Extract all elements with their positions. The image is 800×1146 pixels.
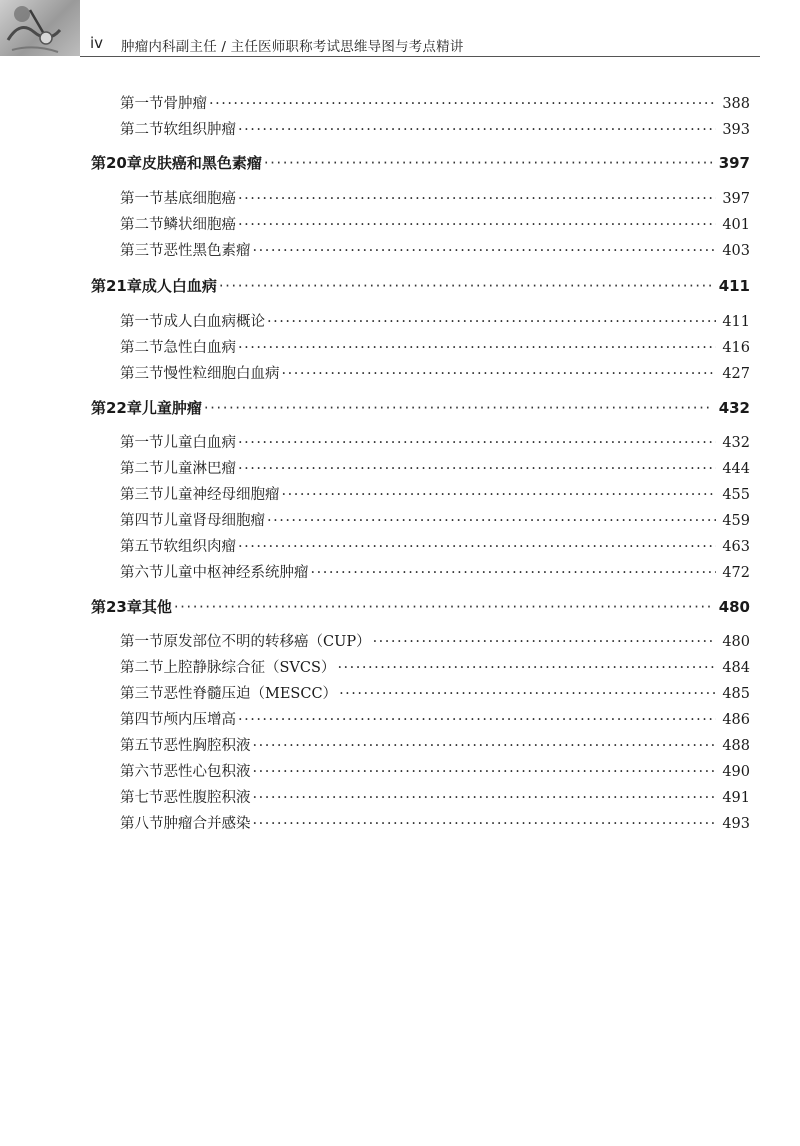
toc-section-row [120, 786, 750, 810]
dot-leader [174, 598, 713, 616]
section-title: 软组织肉瘤 [163, 539, 236, 555]
section-number: 第二节 [120, 461, 164, 477]
toc-chapter-row [91, 397, 750, 421]
page-reference: 397 [718, 154, 750, 172]
dot-leader [238, 122, 716, 138]
toc-chapter-row [91, 275, 750, 299]
section-number: 第一节 [120, 435, 164, 451]
section-title: 儿童肾母细胞瘤 [163, 513, 265, 529]
chapter-number: 第23章 [91, 598, 142, 616]
page-reference: 388 [722, 96, 750, 112]
dot-leader [282, 487, 717, 503]
toc-section-row [120, 561, 750, 585]
toc-section-row [120, 310, 750, 334]
dot-leader [238, 461, 716, 477]
dot-leader [267, 314, 716, 330]
section-number: 第二节 [120, 340, 164, 356]
section-title: 慢性粒细胞白血病 [163, 366, 280, 382]
toc-section-row [120, 630, 750, 654]
toc-section-row [120, 92, 750, 116]
toc-section-row [120, 118, 750, 142]
section-number: 第四节 [120, 513, 164, 529]
chapter-title: 儿童肿瘤 [141, 399, 202, 417]
dot-leader [219, 277, 713, 295]
dot-leader [238, 217, 716, 233]
decorative-logo-image [0, 0, 80, 56]
toc-section-row [120, 535, 750, 559]
dot-leader [373, 634, 717, 650]
section-number: 第四节 [120, 712, 164, 728]
dot-leader [253, 790, 717, 806]
toc-section-row [120, 213, 750, 237]
dot-leader [238, 191, 716, 207]
dot-leader [253, 764, 717, 780]
section-number: 第六节 [120, 565, 164, 581]
page-reference: 393 [722, 122, 750, 138]
chapter-number: 第21章 [91, 277, 142, 295]
chapter-number: 第22章 [91, 399, 142, 417]
dot-leader [253, 738, 717, 754]
section-number: 第五节 [120, 738, 164, 754]
toc-section-row [120, 656, 750, 680]
page-reference: 444 [722, 461, 750, 477]
toc-section-row [120, 336, 750, 360]
section-title: 恶性脊髓压迫（MESCC） [163, 686, 338, 702]
toc-section-row [120, 431, 750, 455]
toc-section-row [120, 708, 750, 732]
section-title: 骨肿瘤 [163, 96, 207, 112]
page-reference: 490 [722, 764, 750, 780]
dot-leader [253, 816, 717, 832]
section-title: 儿童神经母细胞瘤 [163, 487, 280, 503]
section-title: 软组织肿瘤 [163, 122, 236, 138]
section-title: 儿童白血病 [163, 435, 236, 451]
dot-leader [264, 154, 713, 172]
toc-section-row [120, 483, 750, 507]
page-reference: 486 [722, 712, 750, 728]
page-reference: 455 [722, 487, 750, 503]
section-title: 基底细胞癌 [163, 191, 236, 207]
section-number: 第一节 [120, 634, 164, 650]
toc-section-row [120, 812, 750, 836]
chapter-title: 皮肤癌和黑色素瘤 [141, 154, 262, 172]
section-number: 第八节 [120, 816, 164, 832]
toc-section-row [120, 760, 750, 784]
page-reference: 432 [722, 435, 750, 451]
book-title: 肿瘤内科副主任 / 主任医师职称考试思维导图与考点精讲 [121, 39, 464, 55]
page-reference: 401 [722, 217, 750, 233]
section-title: 恶性胸腔积液 [163, 738, 251, 754]
section-number: 第七节 [120, 790, 164, 806]
section-number: 第五节 [120, 539, 164, 555]
section-title: 儿童淋巴瘤 [163, 461, 236, 477]
page-reference: 463 [722, 539, 750, 555]
section-title: 鳞状细胞癌 [163, 217, 236, 233]
chapter-number: 第20章 [91, 154, 142, 172]
page-reference: 480 [722, 634, 750, 650]
section-number: 第三节 [120, 686, 164, 702]
dot-leader [238, 539, 716, 555]
section-title: 成人白血病概论 [163, 314, 265, 330]
page-header [0, 0, 800, 60]
section-title: 上腔静脉综合征（SVCS） [163, 660, 336, 676]
section-number: 第三节 [120, 487, 164, 503]
section-number: 第三节 [120, 243, 164, 259]
page-reference: 485 [722, 686, 750, 702]
toc-section-row [120, 362, 750, 386]
dot-leader [238, 435, 716, 451]
dot-leader [339, 686, 716, 702]
toc-section-row [120, 457, 750, 481]
page-reference: 403 [722, 243, 750, 259]
page-reference: 432 [718, 399, 750, 417]
dot-leader [267, 513, 716, 529]
toc-section-row [120, 187, 750, 211]
page-reference: 411 [718, 277, 750, 295]
section-title: 急性白血病 [163, 340, 236, 356]
page-reference: 493 [722, 816, 750, 832]
page-number: iv [90, 34, 104, 52]
page-reference: 416 [722, 340, 750, 356]
section-title: 颅内压增高 [163, 712, 236, 728]
section-title: 原发部位不明的转移癌（CUP） [163, 634, 371, 650]
page-reference: 484 [722, 660, 750, 676]
dot-leader [209, 96, 716, 112]
page-reference: 472 [722, 565, 750, 581]
page-reference: 491 [722, 790, 750, 806]
section-number: 第一节 [120, 96, 164, 112]
page-reference: 488 [722, 738, 750, 754]
page-reference: 397 [722, 191, 750, 207]
section-number: 第二节 [120, 660, 164, 676]
toc-section-row [120, 509, 750, 533]
dot-leader [238, 712, 716, 728]
section-title: 肿瘤合并感染 [163, 816, 251, 832]
chapter-title: 成人白血病 [141, 277, 217, 295]
section-number: 第三节 [120, 366, 164, 382]
section-number: 第二节 [120, 217, 164, 233]
dot-leader [282, 366, 717, 382]
page-reference: 427 [722, 366, 750, 382]
page-reference: 480 [718, 598, 750, 616]
section-number: 第六节 [120, 764, 164, 780]
toc-section-row [120, 734, 750, 758]
toc-chapter-row [91, 596, 750, 620]
page-reference: 411 [722, 314, 750, 330]
dot-leader [311, 565, 717, 581]
section-number: 第二节 [120, 122, 164, 138]
toc-chapter-row [91, 152, 750, 176]
section-number: 第一节 [120, 314, 164, 330]
dot-leader [238, 340, 716, 356]
chapter-title: 其他 [141, 598, 172, 616]
section-title: 恶性腹腔积液 [163, 790, 251, 806]
dot-leader [253, 243, 717, 259]
toc-section-row [120, 682, 750, 706]
dot-leader [204, 399, 713, 417]
header-divider [80, 56, 760, 57]
section-title: 儿童中枢神经系统肿瘤 [163, 565, 309, 581]
section-title: 恶性心包积液 [163, 764, 251, 780]
toc-section-row [120, 239, 750, 263]
page-reference: 459 [722, 513, 750, 529]
section-title: 恶性黑色素瘤 [163, 243, 251, 259]
dot-leader [337, 660, 716, 676]
section-number: 第一节 [120, 191, 164, 207]
